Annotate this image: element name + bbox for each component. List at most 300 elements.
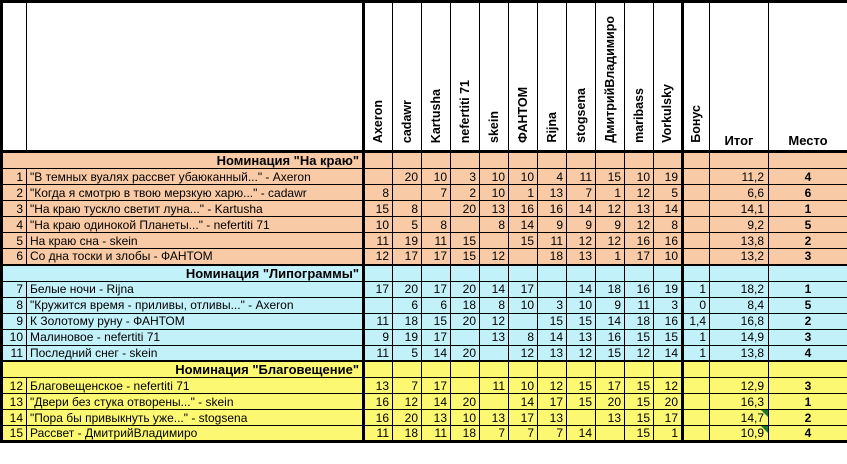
judge-column-header[interactable]	[625, 2, 654, 152]
bonus-cell[interactable]: 1	[683, 329, 710, 345]
score-cell[interactable]: 11	[364, 233, 393, 249]
score-cell[interactable]: 15	[625, 410, 654, 426]
score-cell[interactable]: 7	[567, 185, 596, 201]
empty-cell[interactable]	[625, 265, 654, 282]
score-cell[interactable]: 10	[451, 410, 480, 426]
judge-column-header[interactable]	[538, 2, 567, 152]
score-cell[interactable]	[393, 185, 422, 201]
score-cell[interactable]: 13	[480, 201, 509, 217]
judge-column-header[interactable]	[364, 2, 393, 152]
score-cell[interactable]: 11	[364, 345, 393, 361]
row-number-cell[interactable]: 6	[2, 249, 27, 265]
score-cell[interactable]: 20	[451, 201, 480, 217]
place-cell[interactable]: 1	[769, 394, 847, 410]
row-number-cell[interactable]: 11	[2, 345, 27, 361]
score-cell[interactable]: 2	[451, 185, 480, 201]
empty-cell[interactable]	[683, 361, 710, 378]
score-cell[interactable]: 10	[625, 169, 654, 185]
row-number-cell[interactable]: 1	[2, 169, 27, 185]
score-cell[interactable]: 8	[480, 297, 509, 313]
score-cell[interactable]: 20	[654, 394, 683, 410]
score-cell[interactable]: 17	[596, 378, 625, 394]
score-cell[interactable]: 20	[451, 313, 480, 329]
place-cell[interactable]: 3	[769, 249, 847, 265]
score-cell[interactable]: 20	[393, 410, 422, 426]
judge-column-header[interactable]	[654, 2, 683, 152]
total-column-header[interactable]: Итог	[710, 2, 769, 152]
score-cell[interactable]: 16	[364, 410, 393, 426]
corner-title-header[interactable]	[27, 2, 364, 152]
score-cell[interactable]	[364, 297, 393, 313]
place-cell[interactable]: 1	[769, 281, 847, 297]
score-cell[interactable]	[364, 169, 393, 185]
score-cell[interactable]: 14	[654, 201, 683, 217]
entry-title-cell[interactable]: "Когда я смотрю в твою мерзкую харю..." - cadawr	[27, 185, 364, 201]
score-cell[interactable]: 14	[422, 345, 451, 361]
score-cell[interactable]: 14	[422, 394, 451, 410]
empty-cell[interactable]	[364, 361, 393, 378]
score-cell[interactable]: 12	[596, 233, 625, 249]
bonus-cell[interactable]: 1	[683, 345, 710, 361]
empty-cell[interactable]	[596, 152, 625, 169]
score-cell[interactable]: 13	[596, 410, 625, 426]
score-cell[interactable]: 9	[596, 297, 625, 313]
entry-title-cell[interactable]: "В темных вуалях рассвет убаюканный..." - Axeron	[27, 169, 364, 185]
empty-cell[interactable]	[422, 265, 451, 282]
score-cell[interactable]: 13	[480, 329, 509, 345]
score-cell[interactable]: 12	[509, 345, 538, 361]
empty-cell[interactable]	[710, 361, 769, 378]
score-cell[interactable]: 10	[654, 249, 683, 265]
score-cell[interactable]: 1	[654, 426, 683, 442]
place-cell[interactable]: 1	[769, 201, 847, 217]
score-cell[interactable]: 6	[393, 297, 422, 313]
score-cell[interactable]: 19	[393, 233, 422, 249]
empty-cell[interactable]	[538, 152, 567, 169]
row-number-cell[interactable]: 15	[2, 426, 27, 442]
place-cell[interactable]: 2	[769, 410, 847, 426]
score-cell[interactable]: 11	[625, 297, 654, 313]
empty-cell[interactable]	[625, 152, 654, 169]
score-cell[interactable]: 17	[538, 394, 567, 410]
score-cell[interactable]: 16	[625, 281, 654, 297]
score-cell[interactable]: 9	[567, 217, 596, 233]
empty-cell[interactable]	[654, 265, 683, 282]
score-cell[interactable]: 12	[567, 345, 596, 361]
score-cell[interactable]: 7	[509, 426, 538, 442]
score-cell[interactable]: 7	[393, 378, 422, 394]
score-cell[interactable]: 17	[422, 249, 451, 265]
score-cell[interactable]: 13	[625, 201, 654, 217]
score-cell[interactable]: 14	[567, 201, 596, 217]
score-cell[interactable]: 9	[596, 217, 625, 233]
empty-cell[interactable]	[480, 265, 509, 282]
row-number-cell[interactable]: 14	[2, 410, 27, 426]
score-cell[interactable]: 15	[567, 378, 596, 394]
score-cell[interactable]: 20	[393, 169, 422, 185]
entry-title-cell[interactable]: "На краю тускло светит луна..." - Kartusha	[27, 201, 364, 217]
score-cell[interactable]: 9	[538, 217, 567, 233]
score-cell[interactable]: 10	[480, 185, 509, 201]
total-cell[interactable]: 8,4	[710, 297, 769, 313]
empty-cell[interactable]	[422, 361, 451, 378]
score-cell[interactable]	[567, 410, 596, 426]
score-cell[interactable]: 19	[654, 281, 683, 297]
empty-cell[interactable]	[567, 152, 596, 169]
score-cell[interactable]: 17	[422, 378, 451, 394]
empty-cell[interactable]	[364, 265, 393, 282]
score-cell[interactable]: 13	[422, 410, 451, 426]
total-cell[interactable]: 13,8	[710, 233, 769, 249]
score-cell[interactable]: 11	[567, 169, 596, 185]
bonus-cell[interactable]: 1,4	[683, 313, 710, 329]
total-cell[interactable]: 16,8	[710, 313, 769, 329]
score-cell[interactable]: 7	[480, 426, 509, 442]
score-cell[interactable]: 19	[393, 329, 422, 345]
score-cell[interactable]: 13	[364, 378, 393, 394]
score-cell[interactable]: 14	[567, 281, 596, 297]
entry-title-cell[interactable]: На краю сна - skein	[27, 233, 364, 249]
bonus-cell[interactable]	[683, 169, 710, 185]
entry-title-cell[interactable]: Рассвет - ДмитрийВладимиро	[27, 426, 364, 442]
score-cell[interactable]: 16	[538, 201, 567, 217]
score-cell[interactable]: 15	[654, 329, 683, 345]
score-cell[interactable]: 15	[625, 426, 654, 442]
judge-column-header[interactable]	[451, 2, 480, 152]
score-cell[interactable]: 15	[567, 394, 596, 410]
empty-cell[interactable]	[683, 152, 710, 169]
row-number-cell[interactable]: 10	[2, 329, 27, 345]
score-cell[interactable]: 8	[364, 185, 393, 201]
score-cell[interactable]: 10	[480, 169, 509, 185]
total-cell[interactable]: 14,9	[710, 329, 769, 345]
corner-row-number-header[interactable]	[2, 2, 27, 152]
total-cell[interactable]: 14,7	[710, 410, 769, 426]
score-cell[interactable]: 12	[625, 345, 654, 361]
score-cell[interactable]: 15	[538, 313, 567, 329]
score-cell[interactable]: 5	[393, 345, 422, 361]
empty-cell[interactable]	[538, 361, 567, 378]
score-cell[interactable]: 16	[364, 394, 393, 410]
score-cell[interactable]: 7	[422, 185, 451, 201]
empty-cell[interactable]	[451, 265, 480, 282]
bonus-cell[interactable]	[683, 217, 710, 233]
score-cell[interactable]: 17	[509, 281, 538, 297]
bonus-cell[interactable]	[683, 201, 710, 217]
empty-cell[interactable]	[538, 265, 567, 282]
score-cell[interactable]: 14	[509, 394, 538, 410]
score-cell[interactable]: 14	[596, 313, 625, 329]
score-cell[interactable]: 19	[654, 169, 683, 185]
judge-column-header[interactable]	[422, 2, 451, 152]
score-cell[interactable]: 8	[393, 201, 422, 217]
score-cell[interactable]: 10	[364, 217, 393, 233]
entry-title-cell[interactable]: Малиновое - nefertiti 71	[27, 329, 364, 345]
place-cell[interactable]: 2	[769, 313, 847, 329]
score-cell[interactable]: 12	[625, 217, 654, 233]
place-column-header[interactable]: Место	[769, 2, 847, 152]
score-cell[interactable]: 12	[567, 233, 596, 249]
empty-cell[interactable]	[769, 361, 847, 378]
score-cell[interactable]: 10	[422, 169, 451, 185]
empty-cell[interactable]	[625, 361, 654, 378]
score-cell[interactable]: 9	[364, 329, 393, 345]
score-cell[interactable]	[480, 233, 509, 249]
bonus-cell[interactable]	[683, 233, 710, 249]
empty-cell[interactable]	[683, 265, 710, 282]
score-cell[interactable]: 14	[538, 329, 567, 345]
empty-cell[interactable]	[567, 361, 596, 378]
bonus-cell[interactable]	[683, 426, 710, 442]
score-cell[interactable]	[451, 329, 480, 345]
score-cell[interactable]: 8	[509, 329, 538, 345]
score-cell[interactable]: 15	[625, 329, 654, 345]
empty-cell[interactable]	[654, 361, 683, 378]
total-cell[interactable]: 11,2	[710, 169, 769, 185]
empty-cell[interactable]	[393, 152, 422, 169]
score-cell[interactable]: 15	[364, 201, 393, 217]
score-cell[interactable]: 17	[422, 329, 451, 345]
score-cell[interactable]	[480, 345, 509, 361]
entry-title-cell[interactable]: Благовещенское - nefertiti 71	[27, 378, 364, 394]
score-cell[interactable]: 20	[451, 281, 480, 297]
entry-title-cell[interactable]: "Пора бы привыкнуть уже..." - stogsena	[27, 410, 364, 426]
score-cell[interactable]: 10	[509, 169, 538, 185]
row-number-cell[interactable]: 8	[2, 297, 27, 313]
score-cell[interactable]	[538, 281, 567, 297]
score-cell[interactable]: 3	[451, 169, 480, 185]
score-cell[interactable]	[422, 201, 451, 217]
score-cell[interactable]: 12	[364, 249, 393, 265]
score-cell[interactable]: 15	[451, 249, 480, 265]
score-cell[interactable]: 10	[509, 297, 538, 313]
total-cell[interactable]: 14,1	[710, 201, 769, 217]
score-cell[interactable]: 16	[654, 313, 683, 329]
score-cell[interactable]: 15	[567, 313, 596, 329]
empty-cell[interactable]	[451, 152, 480, 169]
total-cell[interactable]: 13,8	[710, 345, 769, 361]
total-cell[interactable]: 18,2	[710, 281, 769, 297]
place-cell[interactable]: 2	[769, 233, 847, 249]
score-cell[interactable]: 5	[393, 217, 422, 233]
score-cell[interactable]: 16	[509, 201, 538, 217]
empty-cell[interactable]	[451, 361, 480, 378]
empty-cell[interactable]	[393, 265, 422, 282]
bonus-cell[interactable]: 1	[683, 281, 710, 297]
score-cell[interactable]: 11	[422, 233, 451, 249]
empty-cell[interactable]	[710, 152, 769, 169]
score-cell[interactable]: 12	[596, 201, 625, 217]
bonus-cell[interactable]	[683, 410, 710, 426]
score-cell[interactable]: 12	[625, 185, 654, 201]
score-cell[interactable]: 14	[480, 281, 509, 297]
score-cell[interactable]: 18	[596, 281, 625, 297]
score-cell[interactable]: 16	[596, 329, 625, 345]
score-cell[interactable]: 17	[509, 410, 538, 426]
score-cell[interactable]: 18	[393, 426, 422, 442]
score-cell[interactable]: 14	[509, 217, 538, 233]
score-cell[interactable]: 11	[364, 313, 393, 329]
score-cell[interactable]: 12	[538, 378, 567, 394]
score-cell[interactable]: 13	[538, 185, 567, 201]
entry-title-cell[interactable]: "Кружится время - приливы, отливы..." - Axeron	[27, 297, 364, 313]
total-cell[interactable]: 10,9	[710, 426, 769, 442]
bonus-cell[interactable]	[683, 185, 710, 201]
empty-cell[interactable]	[480, 152, 509, 169]
score-cell[interactable]: 15	[451, 233, 480, 249]
score-cell[interactable]: 5	[654, 185, 683, 201]
score-cell[interactable]: 10	[509, 378, 538, 394]
entry-title-cell[interactable]: К Золотому руну - ФАНТОМ	[27, 313, 364, 329]
empty-cell[interactable]	[509, 152, 538, 169]
empty-cell[interactable]	[393, 361, 422, 378]
place-cell[interactable]: 6	[769, 185, 847, 201]
score-cell[interactable]	[596, 426, 625, 442]
row-number-cell[interactable]: 13	[2, 394, 27, 410]
bonus-column-header[interactable]	[683, 2, 710, 152]
empty-cell[interactable]	[480, 361, 509, 378]
place-cell[interactable]: 4	[769, 426, 847, 442]
place-cell[interactable]: 4	[769, 345, 847, 361]
judge-column-header[interactable]	[393, 2, 422, 152]
entry-title-cell[interactable]: Белые ночи - Rijna	[27, 281, 364, 297]
score-cell[interactable]: 15	[625, 394, 654, 410]
score-cell[interactable]: 20	[393, 281, 422, 297]
score-cell[interactable]: 20	[451, 345, 480, 361]
score-cell[interactable]	[509, 313, 538, 329]
score-cell[interactable]: 12	[480, 313, 509, 329]
score-cell[interactable]: 14	[567, 426, 596, 442]
row-number-cell[interactable]: 3	[2, 201, 27, 217]
score-cell[interactable]: 11	[364, 426, 393, 442]
empty-cell[interactable]	[654, 152, 683, 169]
row-number-cell[interactable]: 9	[2, 313, 27, 329]
entry-title-cell[interactable]: Со дна тоски и злобы - ФАНТОМ	[27, 249, 364, 265]
entry-title-cell[interactable]: Последний снег - skein	[27, 345, 364, 361]
score-cell[interactable]	[509, 249, 538, 265]
empty-cell[interactable]	[509, 265, 538, 282]
score-cell[interactable]: 20	[451, 394, 480, 410]
score-cell[interactable]: 15	[509, 233, 538, 249]
score-cell[interactable]	[451, 217, 480, 233]
score-cell[interactable]: 12	[654, 378, 683, 394]
score-cell[interactable]: 17	[625, 249, 654, 265]
place-cell[interactable]: 3	[769, 329, 847, 345]
score-cell[interactable]: 20	[596, 394, 625, 410]
score-cell[interactable]: 18	[451, 297, 480, 313]
score-cell[interactable]: 10	[567, 297, 596, 313]
total-cell[interactable]: 13,2	[710, 249, 769, 265]
judge-column-header[interactable]	[480, 2, 509, 152]
score-cell[interactable]: 16	[654, 233, 683, 249]
empty-cell[interactable]	[769, 265, 847, 282]
row-number-cell[interactable]: 7	[2, 281, 27, 297]
place-cell[interactable]: 5	[769, 297, 847, 313]
total-cell[interactable]: 16,3	[710, 394, 769, 410]
score-cell[interactable]: 13	[480, 410, 509, 426]
score-cell[interactable]: 1	[596, 185, 625, 201]
score-cell[interactable]: 15	[625, 378, 654, 394]
score-cell[interactable]: 17	[422, 281, 451, 297]
score-cell[interactable]: 3	[654, 297, 683, 313]
row-number-cell[interactable]: 5	[2, 233, 27, 249]
score-cell[interactable]: 15	[596, 345, 625, 361]
empty-cell[interactable]	[596, 361, 625, 378]
entry-title-cell[interactable]: "Двери без стука отворены..." - skein	[27, 394, 364, 410]
score-cell[interactable]: 1	[509, 185, 538, 201]
total-cell[interactable]: 6,6	[710, 185, 769, 201]
score-cell[interactable]: 8	[654, 217, 683, 233]
bonus-cell[interactable]	[683, 394, 710, 410]
row-number-cell[interactable]: 2	[2, 185, 27, 201]
score-cell[interactable]: 8	[422, 217, 451, 233]
score-cell[interactable]: 17	[654, 410, 683, 426]
score-cell[interactable]: 16	[625, 233, 654, 249]
score-cell[interactable]	[480, 394, 509, 410]
empty-cell[interactable]	[364, 152, 393, 169]
place-cell[interactable]: 4	[769, 169, 847, 185]
score-cell[interactable]: 12	[480, 249, 509, 265]
score-cell[interactable]: 7	[538, 426, 567, 442]
judge-column-header[interactable]	[567, 2, 596, 152]
score-cell[interactable]: 11	[538, 233, 567, 249]
empty-cell[interactable]	[509, 361, 538, 378]
score-cell[interactable]	[451, 378, 480, 394]
empty-cell[interactable]	[596, 265, 625, 282]
score-cell[interactable]: 15	[422, 313, 451, 329]
row-number-cell[interactable]: 12	[2, 378, 27, 394]
row-number-cell[interactable]: 4	[2, 217, 27, 233]
score-cell[interactable]: 17	[393, 249, 422, 265]
score-cell[interactable]: 11	[422, 426, 451, 442]
empty-cell[interactable]	[710, 265, 769, 282]
score-cell[interactable]: 13	[538, 345, 567, 361]
entry-title-cell[interactable]: "На краю одинокой Планеты..." - nefertiti 71	[27, 217, 364, 233]
score-cell[interactable]: 18	[538, 249, 567, 265]
score-cell[interactable]: 1	[596, 249, 625, 265]
score-cell[interactable]: 18	[393, 313, 422, 329]
empty-cell[interactable]	[422, 152, 451, 169]
bonus-cell[interactable]: 0	[683, 297, 710, 313]
judge-name-label: skein	[486, 111, 501, 143]
score-cell[interactable]: 4	[538, 169, 567, 185]
score-cell[interactable]: 18	[625, 313, 654, 329]
score-cell[interactable]: 6	[422, 297, 451, 313]
judge-column-header[interactable]	[596, 2, 625, 152]
empty-cell[interactable]	[567, 265, 596, 282]
score-cell[interactable]: 12	[393, 394, 422, 410]
score-cell[interactable]: 13	[538, 410, 567, 426]
empty-cell[interactable]	[769, 152, 847, 169]
score-cell[interactable]: 15	[596, 169, 625, 185]
total-cell[interactable]: 12,9	[710, 378, 769, 394]
score-cell[interactable]: 17	[364, 281, 393, 297]
bonus-cell[interactable]	[683, 249, 710, 265]
score-cell[interactable]: 8	[480, 217, 509, 233]
judge-column-header[interactable]	[509, 2, 538, 152]
total-cell[interactable]: 9,2	[710, 217, 769, 233]
score-cell[interactable]: 18	[451, 426, 480, 442]
score-cell[interactable]: 13	[567, 329, 596, 345]
score-cell[interactable]: 3	[538, 297, 567, 313]
bonus-cell[interactable]	[683, 378, 710, 394]
score-cell[interactable]: 14	[654, 345, 683, 361]
score-cell[interactable]: 11	[480, 378, 509, 394]
place-cell[interactable]: 3	[769, 378, 847, 394]
score-cell[interactable]: 13	[567, 249, 596, 265]
section-title: Номинация "На краю"	[2, 152, 364, 169]
place-cell[interactable]: 5	[769, 217, 847, 233]
